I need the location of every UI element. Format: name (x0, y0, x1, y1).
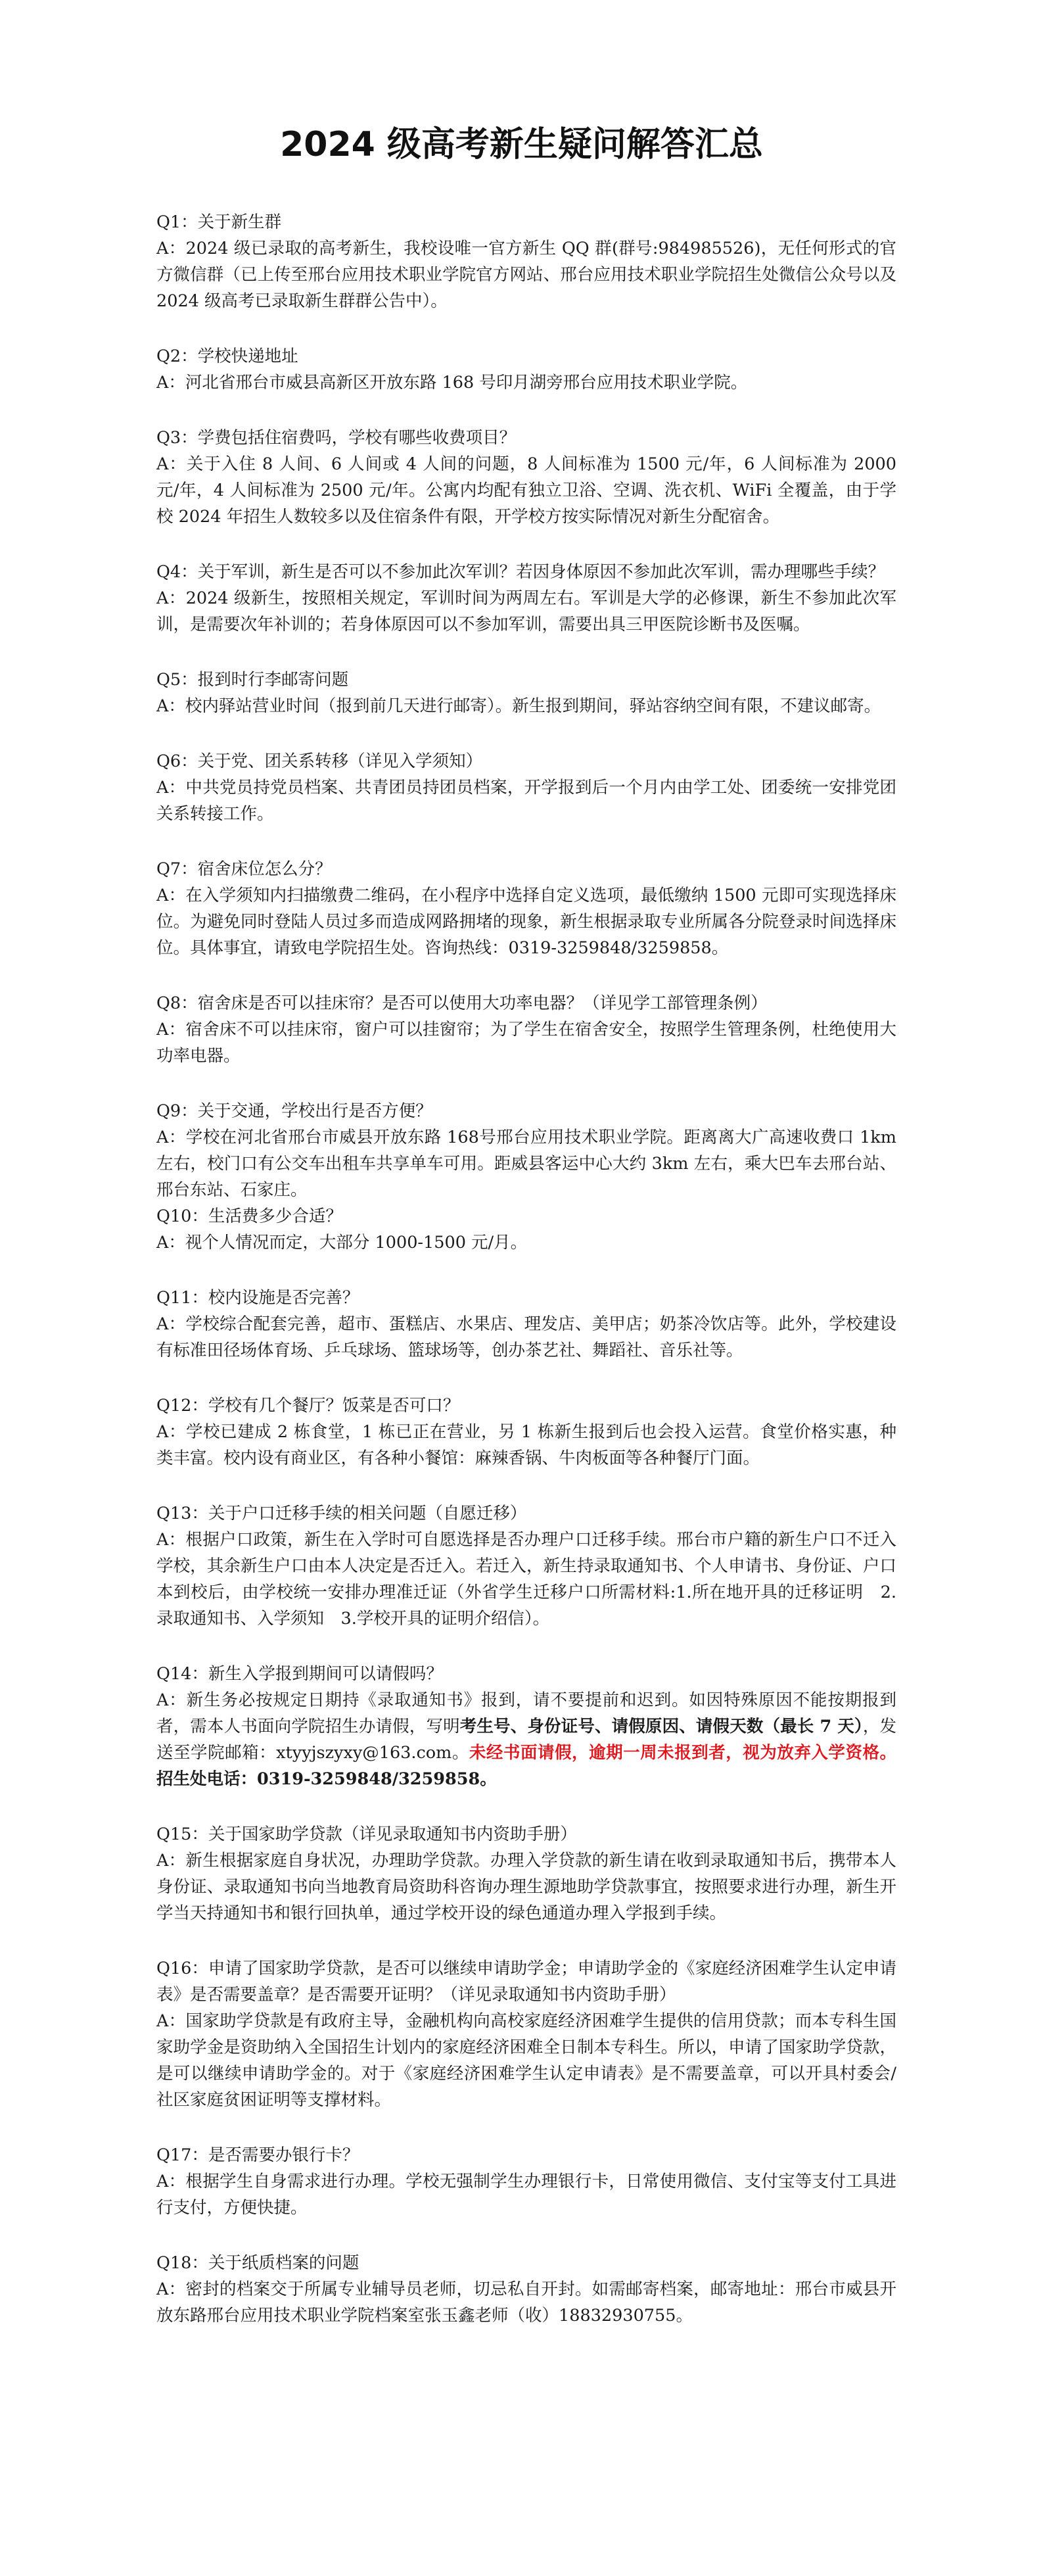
question: Q10：生活费多少合适？ (156, 1206, 342, 1226)
qa-item-9-10 (156, 1098, 896, 1256)
answer: A：宿舍床不可以挂床帘，窗户可以挂窗帘；为了学生在宿舍安全，按照学生管理条例，杜绝使用大功率电器。 (156, 1020, 896, 1066)
answer: A：新生根据家庭自身状况，办理助学贷款。办理入学贷款的新生请在收到录取通知书后，携带本人身份证、录取通知书向当地教育局资助科咨询办理生源地助学贷款事宜，按照要求进行办理，新生开学当天持通知书和银行回执单，通过学校开设的绿色通道办理入学报到手续。 (156, 1851, 896, 1923)
question: Q17：是否需要办银行卡？ (156, 2145, 359, 2165)
answer: A：学校综合配套完善，超市、蛋糕店、水果店、理发店、美甲店；奶茶冷饮店等。此外，学校建设有标准田径场体育场、乒乓球场、篮球场等，创办茶艺社、舞蹈社、音乐社等。 (156, 1314, 896, 1360)
answer: A：学校已建成 2 栋食堂，1 栋已正在营业，另 1 栋新生报到后也会投入运营。食堂价格实惠，种类丰富。校内设有商业区，有各种小餐馆：麻辣香锅、牛肉板面等各种餐厅门面。 (156, 1422, 896, 1468)
qa-item-3 (156, 425, 896, 530)
qa-item-8 (156, 990, 896, 1069)
qa-item-12 (156, 1393, 896, 1471)
phone-text: 招生处电话：0319-3259848/3259858。 (156, 1769, 497, 1789)
answer (156, 1687, 896, 1792)
qa-item-14 (156, 1661, 896, 1792)
answer-bold-text: 考生号、身份证号、请假原因、请假天数（最长 7 天） (459, 1717, 863, 1736)
answer: A：密封的档案交于所属专业辅导员老师，切忌私自开封。如需邮寄档案，邮寄地址：邢台市威县开放东路邢台应用技术职业学院档案室张玉鑫老师（收）18832930755。 (156, 2279, 896, 2326)
answer: A：根据学生自身需求进行办理。学校无强制学生办理银行卡，日常使用微信、支付宝等支付工具进行支付，方便快捷。 (156, 2172, 896, 2218)
qa-item-18 (156, 2250, 896, 2329)
answer: A：关于入住 8 人间、6 人间或 4 人间的问题，8 人间标准为 1500 元/年，6 人间标准为 2000 元/年，4 人间标准为 2500 元/年。公寓内均配有独立卫浴、空调、洗衣机、WiFi 全覆盖，由于学校 2024 年招生人数较多以及住宿条件有限，开学校方按实际情况对新生分配宿舍。 (156, 454, 896, 527)
question: Q12：学校有几个餐厅？饭菜是否可口？ (156, 1396, 460, 1416)
question: Q4：关于军训，新生是否可以不参加此次军训？若因身体原因不参加此次军训，需办理哪些手续？ (156, 562, 885, 582)
question: Q3：学费包括住宿费吗，学校有哪些收费项目？ (156, 428, 517, 448)
question: Q7：宿舍床位怎么分？ (156, 859, 332, 879)
question: Q8：宿舍床是否可以挂床帘？是否可以使用大功率电器？（详见学工部管理条例） (156, 993, 768, 1013)
question: Q2：学校快递地址 (156, 346, 298, 366)
qa-item-1 (156, 209, 896, 314)
qa-item-6 (156, 748, 896, 827)
answer: A：2024 级新生，按照相关规定，军训时间为两周左右。军训是大学的必修课，新生不参加此次军训，是需要次年补训的；若身体原因可以不参加军训，需要出具三甲医院诊断书及医嘱。 (156, 588, 896, 634)
qa-item-7 (156, 856, 896, 961)
question: Q11：校内设施是否完善？ (156, 1288, 359, 1308)
answer: A：河北省邢台市威县高新区开放东路 168 号印月湖旁邢台应用技术职业学院。 (156, 373, 748, 393)
answer: A：校内驿站营业时间（报到前几天进行邮寄）。新生报到期间，驿站容纳空间有限，不建议邮寄。 (156, 696, 881, 716)
answer: A：2024 级已录取的高考新生，我校设唯一官方新生 QQ 群(群号:984985526)，无任何形式的官方微信群（已上传至邢台应用技术职业学院官方网站、邢台应用技术职业学院招生处微信公众号以及 2024 级高考已录取新生群群公告中）。 (156, 239, 896, 311)
question: Q15：关于国家助学贷款（详见录取通知书内资助手册） (156, 1825, 577, 1844)
answer: A：在入学须知内扫描缴费二维码，在小程序中选择自定义选项，最低缴纳 1500 元即可实现选择床位。为避免同时登陆人员过多而造成网路拥堵的现象，新生根据录取专业所属各分院登录时间选择床位。具体事宜，请致电学院招生处。咨询热线：0319-3259848/3259858。 (156, 886, 896, 958)
question: Q18：关于纸质档案的问题 (156, 2253, 359, 2273)
question: Q6：关于党、团关系转移（详见入学须知） (156, 751, 483, 771)
qa-item-13 (156, 1500, 896, 1632)
answer-text: A：新生务必按规定日期持《录取通知书》报到，请不要提前和迟到。如因特殊原因不能按期报到者，需本人书面向学院招生办请假，写明 (156, 1690, 896, 1736)
answer: A：学校在河北省邢台市威县开放东路 168号邢台应用技术职业学院。距离离大广高速收费口 1km 左右，校门口有公交车出租车共享单车可用。距威县客运中心大约 3km 左右，乘大巴车去邢台站、邢台东站、石家庄。 (156, 1128, 896, 1200)
answer: A：中共党员持党员档案、共青团员持团员档案，开学报到后一个月内由学工处、团委统一安排党团关系转接工作。 (156, 778, 896, 824)
question: Q1：关于新生群 (156, 212, 282, 232)
warning-text: 未经书面请假，逾期一周未报到者，视为放弃入学资格。 (469, 1743, 896, 1763)
qa-item-2 (156, 343, 896, 396)
answer: A：国家助学贷款是有政府主导，金融机构向高校家庭经济困难学生提供的信用贷款；而本专科生国家助学金是资助纳入全国招生计划内的家庭经济困难全日制本专科生。所以，申请了国家助学贷款，是可以继续申请助学金的。对于《家庭经济困难学生认定申请表》是不需要盖章，可以开具村委会/社区家庭贫困证明等支撑材料。 (156, 2011, 896, 2110)
question: Q9：关于交通，学校出行是否方便？ (156, 1101, 432, 1121)
qa-list (156, 209, 896, 2358)
qa-item-17 (156, 2142, 896, 2221)
qa-item-11 (156, 1285, 896, 1364)
qa-item-15 (156, 1821, 896, 1926)
question: Q14：新生入学报到期间可以请假吗？ (156, 1664, 443, 1684)
question: Q13：关于户口迁移手续的相关问题（自愿迁移） (156, 1504, 527, 1523)
qa-item-4 (156, 559, 896, 638)
answer: A：视个人情况而定，大部分 1000-1500 元/月。 (156, 1233, 528, 1252)
qa-item-16 (156, 1955, 896, 2113)
question: Q16：申请了国家助学贷款，是否可以继续申请助学金；申请助学金的《家庭经济困难学生认定申请表》是否需要盖章？是否需要开证明？（详见录取通知书内资助手册） (156, 1959, 896, 2005)
document-title: 2024 级高考新生疑问解答汇总 (280, 124, 763, 164)
answer-text: ，发送至学院邮箱：xtyyjszyxy@163.com。 (156, 1717, 896, 1763)
qa-item-5 (156, 667, 896, 719)
question: Q5：报到时行李邮寄问题 (156, 670, 349, 690)
answer: A：根据户口政策，新生在入学时可自愿选择是否办理户口迁移手续。邢台市户籍的新生户口不迁入学校，其余新生户口由本人决定是否迁入。若迁入，新生持录取通知书、个人申请书、身份证、户口本到校后，由学校统一安排办理准迁证（外省学生迁移户口所需材料:1.所在地开具的迁移证明 2.录取通知书、入学须知 3.学校开具的证明介绍信）。 (156, 1530, 896, 1629)
